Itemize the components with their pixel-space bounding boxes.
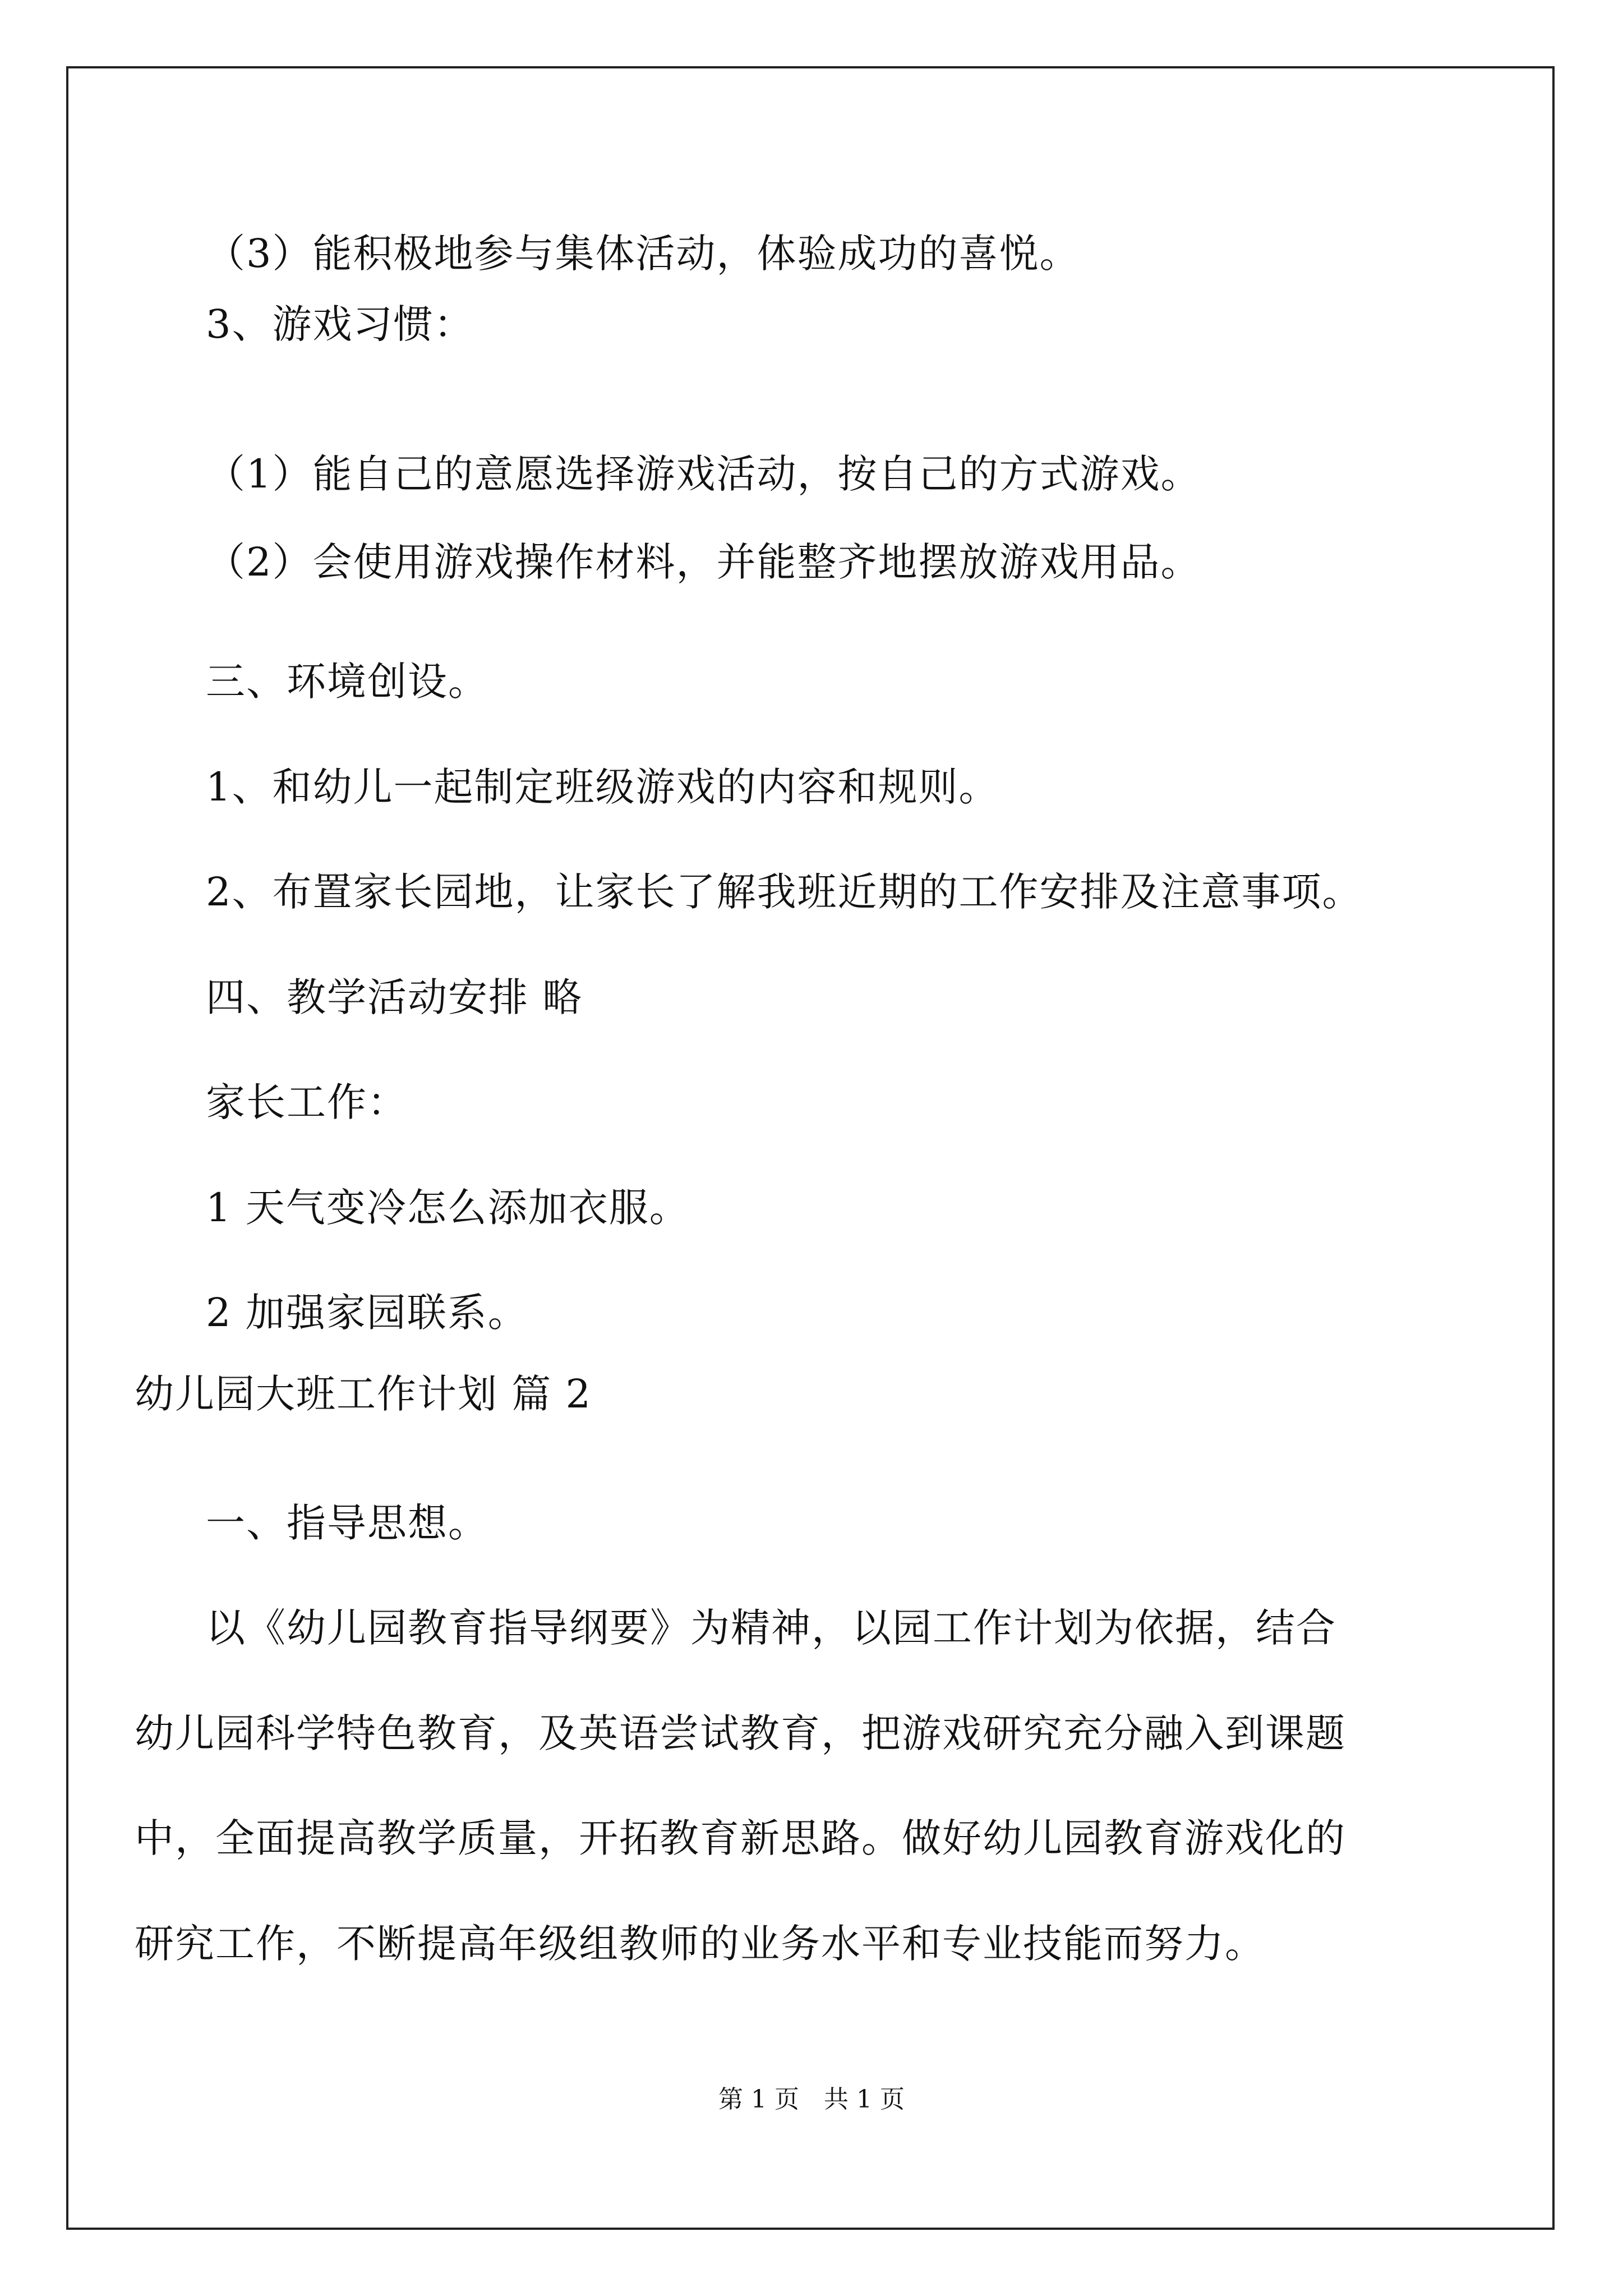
text-line-2: 3、游戏习惯： bbox=[206, 301, 474, 347]
text-line-1: （3）能积极地参与集体活动，体验成功的喜悦。 bbox=[206, 231, 1080, 277]
text-line-6: 1、和幼儿一起制定班级游戏的内容和规则。 bbox=[206, 764, 999, 810]
page-footer: 第 1 页 共 1 页 bbox=[718, 2085, 905, 2114]
text-line-4: （2）会使用游戏操作材料，并能整齐地摆放游戏用品。 bbox=[206, 539, 1201, 585]
section-heading: 幼儿园大班工作计划 篇 2 bbox=[135, 1371, 592, 1417]
text-line-10: 1 天气变冷怎么添加衣服。 bbox=[206, 1185, 690, 1231]
text-line-17: 研究工作，不断提高年级组教师的业务水平和专业技能而努力。 bbox=[135, 1921, 1265, 1967]
text-line-11: 2 加强家园联系。 bbox=[206, 1290, 528, 1336]
text-line-5: 三、环境创设。 bbox=[206, 659, 488, 705]
text-line-14: 以《幼儿园教育指导纲要》为精神，以园工作计划为依据，结合 bbox=[206, 1605, 1336, 1651]
text-line-8: 四、教学活动安排 略 bbox=[206, 974, 583, 1020]
text-line-3: （1）能自己的意愿选择游戏活动，按自己的方式游戏。 bbox=[206, 451, 1201, 497]
text-line-7: 2、布置家长园地，让家长了解我班近期的工作安排及注意事项。 bbox=[206, 869, 1363, 915]
text-line-15: 幼儿园科学特色教育，及英语尝试教育，把游戏研究充分融入到课题 bbox=[135, 1710, 1346, 1756]
text-line-13: 一、指导思想。 bbox=[206, 1500, 488, 1546]
text-line-16: 中，全面提高教学质量，开拓教育新思路。做好幼儿园教育游戏化的 bbox=[135, 1815, 1346, 1861]
text-line-9: 家长工作： bbox=[206, 1079, 408, 1125]
